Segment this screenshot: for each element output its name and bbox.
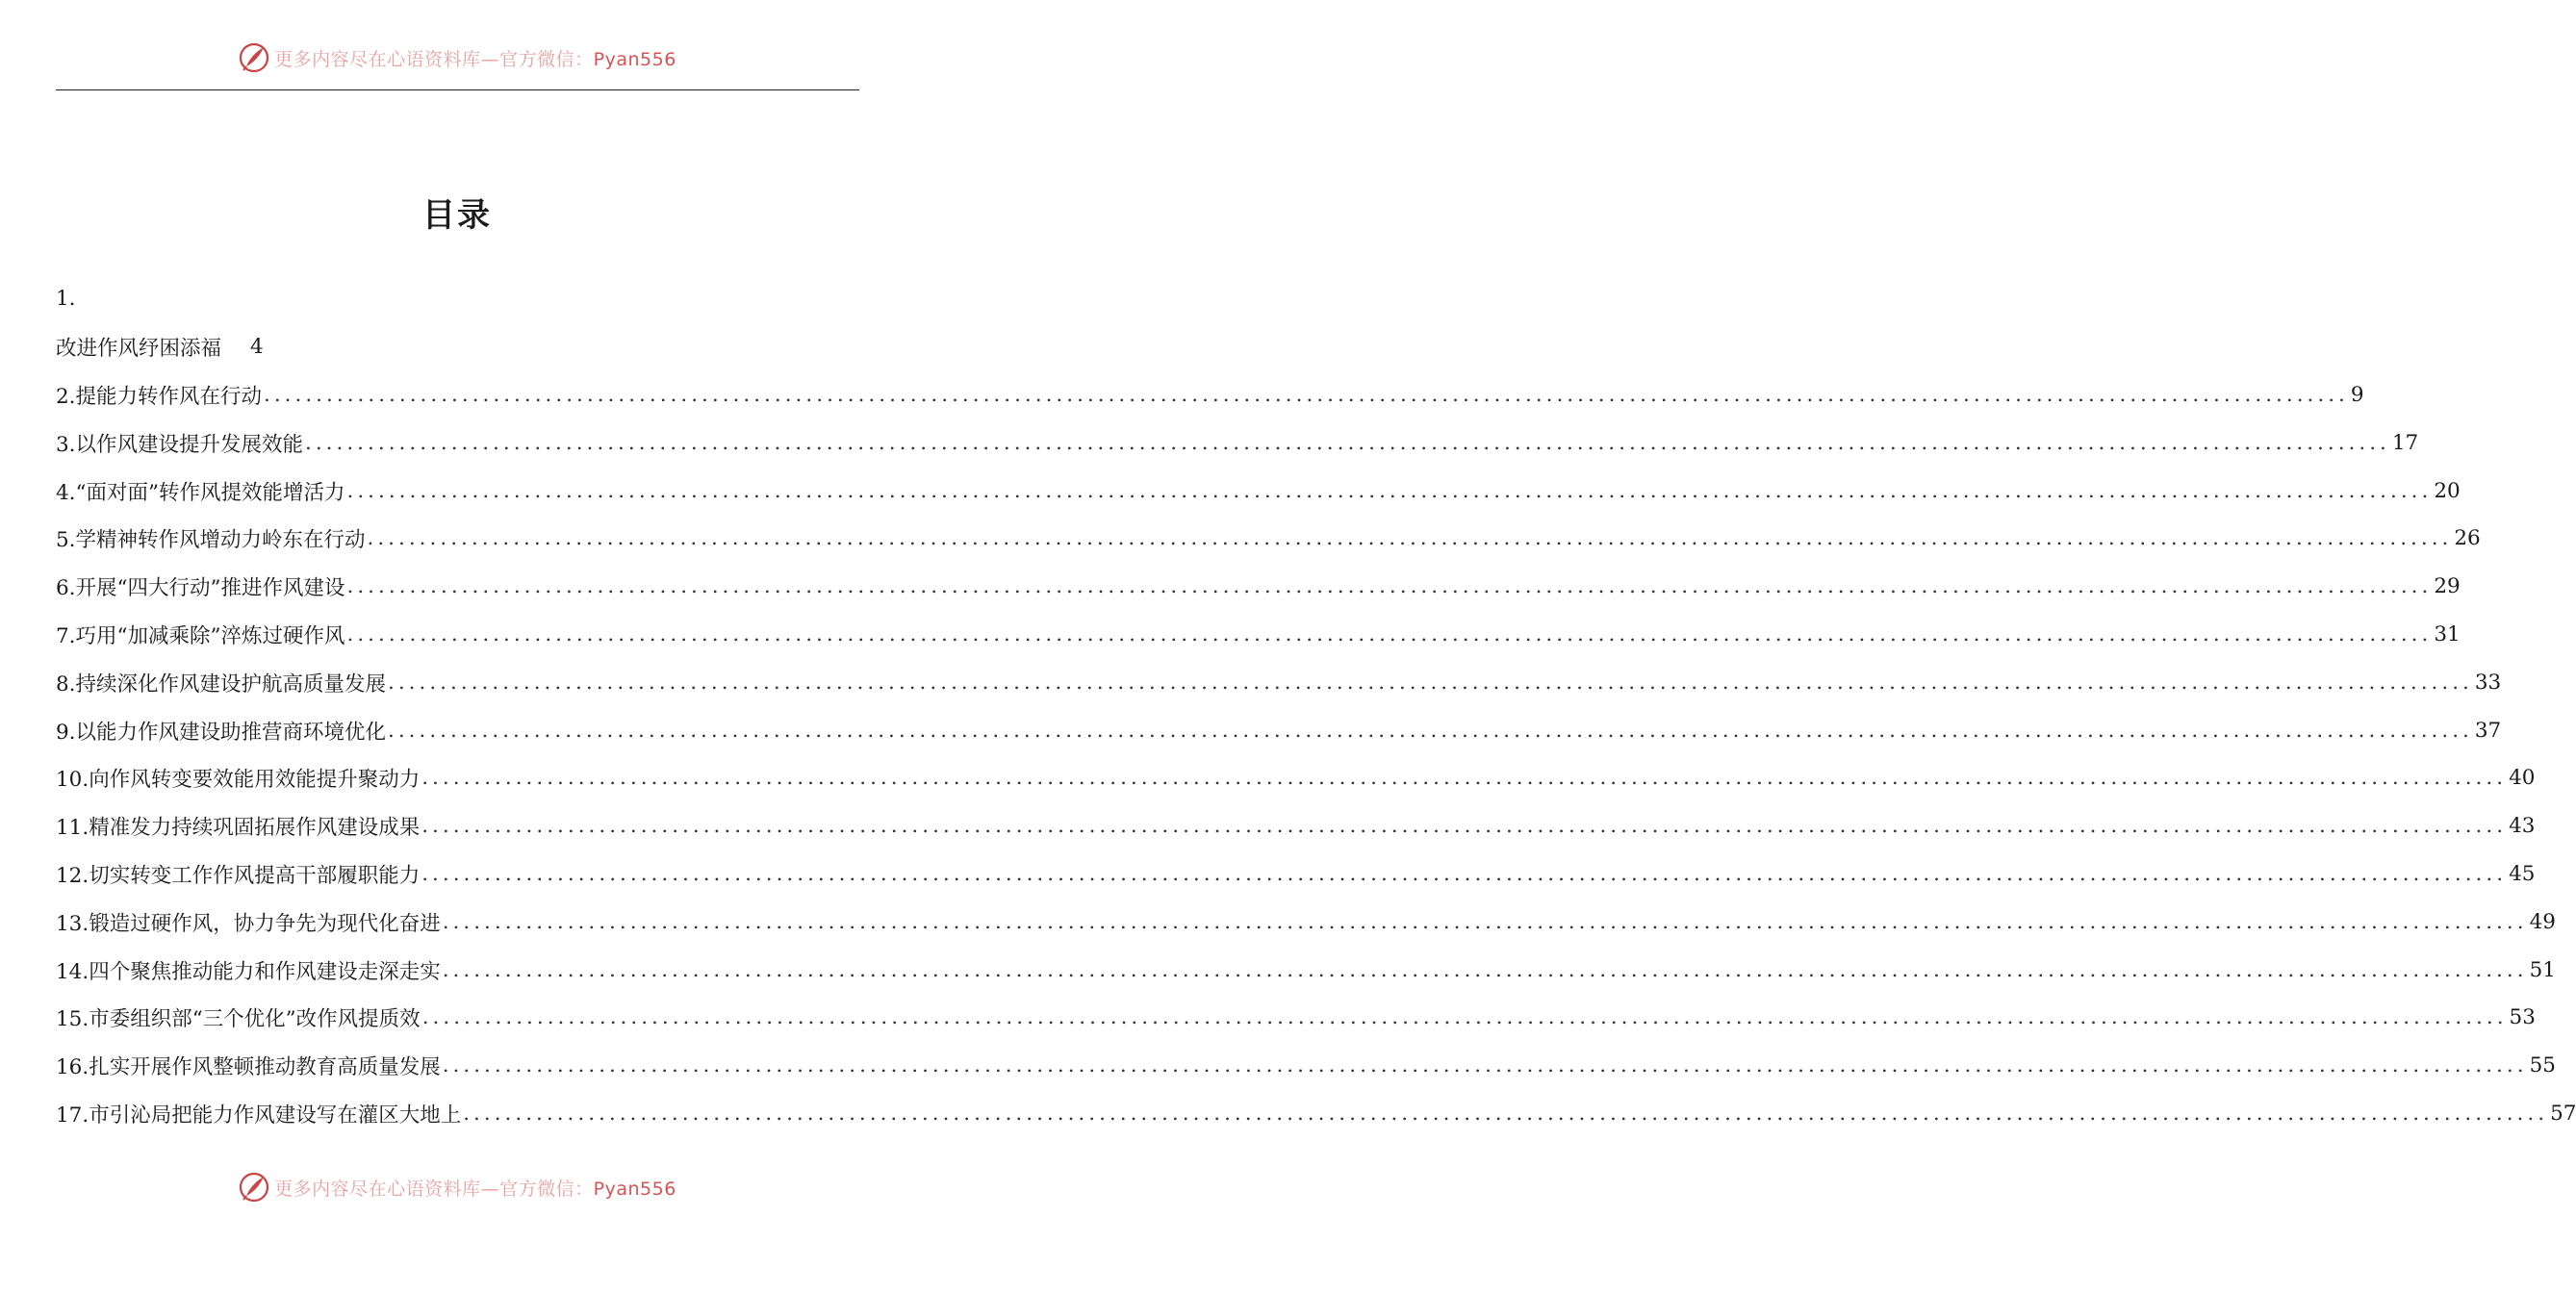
footer-banner-wechat: Pyan556 <box>593 1178 676 1200</box>
toc-dot-leader: ........................................................................................................................................................................................................ <box>421 861 2508 886</box>
toc-dot-leader: ........................................................................................................................................................................................................ <box>346 478 2433 503</box>
toc-entry-page: 43 <box>2509 814 2536 839</box>
toc-entry-title: 8.持续深化作风建设护航高质量发展 <box>56 672 387 697</box>
toc-entry-title: 3.以作风建设提升发展效能 <box>56 432 304 457</box>
toc-entry-4[interactable] <box>56 467 2461 515</box>
quill-logo-icon <box>238 1171 270 1204</box>
toc-entry-page: 20 <box>2434 478 2461 503</box>
toc-entry-page: 33 <box>2474 670 2502 695</box>
toc-entry-title: 16.扎实开展作风整顿推动教育高质量发展 <box>56 1055 441 1080</box>
toc-dot-leader: ........................................................................................................................................................................................................ <box>388 670 2473 695</box>
toc-entry-page: 45 <box>2509 861 2536 886</box>
toc-entry-title: 13.锻造过硬作风，协力争先为现代化奋进 <box>56 911 441 936</box>
toc-entry-11[interactable] <box>56 802 2536 850</box>
toc-dot-leader: ........................................................................................................................................................................................................ <box>421 766 2508 791</box>
toc-entry-16[interactable] <box>56 1042 2556 1090</box>
quill-logo-icon <box>238 41 270 74</box>
toc-dot-leader: ........................................................................................................................................................................................................ <box>367 526 2453 551</box>
toc-dot-leader: ........................................................................................................................................................................................................ <box>442 957 2528 982</box>
toc-entry-2[interactable] <box>56 371 2364 419</box>
toc-dot-leader: ........................................................................................................................................................................................................ <box>388 718 2473 743</box>
page-title: 目录 <box>422 196 492 235</box>
toc-entry-title: 14.四个聚焦推动能力和作风建设走深走实 <box>56 959 441 984</box>
toc-entry-17[interactable] <box>56 1090 2576 1138</box>
toc-entry-12[interactable] <box>56 850 2536 899</box>
toc-entry-1[interactable] <box>56 323 859 371</box>
toc-entry-13[interactable] <box>56 898 2556 946</box>
toc-dot-leader: ........................................................................................................................................................................................................ <box>463 1101 2549 1126</box>
toc-entry-7[interactable] <box>56 611 2461 659</box>
toc-entry-6[interactable] <box>56 563 2461 611</box>
toc-entry-page: 57 <box>2550 1101 2576 1126</box>
toc-entry-3[interactable] <box>56 418 2419 467</box>
toc-entry-title: 12.切实转变工作作风提高干部履职能力 <box>56 863 421 888</box>
toc-dot-leader: ........................................................................................................................................................................................................ <box>264 382 2349 407</box>
toc-entry-page: 26 <box>2454 526 2481 551</box>
toc-entry-page: 51 <box>2529 957 2556 982</box>
toc-dot-leader: ........................................................................................................................................................................................................ <box>305 430 2390 455</box>
toc-entry-title: 6.开展“四大行动”推进作风建设 <box>56 576 345 601</box>
toc-dot-leader: ........................................................................................................................................................................................................ <box>442 1053 2528 1078</box>
toc-entry-14[interactable] <box>56 946 2556 994</box>
toc-entry-page: 17 <box>2391 430 2419 455</box>
toc-entry-title: 17.市引沁局把能力作风建设写在灌区大地上 <box>56 1103 462 1128</box>
toc-entry-title: 改进作风纾困添福 <box>56 337 222 362</box>
toc-dot-leader: ........................................................................................................................................................................................................ <box>421 1005 2508 1030</box>
toc-entry-8[interactable] <box>56 658 2502 706</box>
toc-entry-page: 31 <box>2434 621 2461 646</box>
header-banner-text: 更多内容尽在心语资料库—官方微信： <box>274 48 594 70</box>
toc-entry-page: 40 <box>2509 766 2536 791</box>
toc-dot-leader: ........................................................................................................................................................................................................ <box>442 909 2528 934</box>
toc-entry-page: 29 <box>2434 574 2461 599</box>
toc-dot-leader: ........................................................................................................................................................................................................ <box>421 814 2508 839</box>
toc-entry-page: 37 <box>2474 718 2502 743</box>
toc-entry-page: 55 <box>2529 1053 2556 1078</box>
toc-entry-title: 10.向作风转变要效能用效能提升聚动力 <box>56 768 421 793</box>
toc-entry-9[interactable] <box>56 706 2502 754</box>
header-banner <box>0 38 914 77</box>
toc-entry-5[interactable] <box>56 515 2481 563</box>
toc-dot-leader: ........................................................................................................................................................................................................ <box>346 621 2433 646</box>
toc-entry-title: 11.精准发力持续巩固拓展作风建设成果 <box>56 816 421 841</box>
toc-entry-title: 2.提能力转作风在行动 <box>56 384 263 409</box>
toc-entry-1-number <box>56 275 859 323</box>
toc-entry-page: 9 <box>2350 382 2364 407</box>
toc-entry-15[interactable] <box>56 994 2536 1042</box>
header-rule <box>56 89 859 90</box>
toc-entry-title: 9.以能力作风建设助推营商环境优化 <box>56 720 387 745</box>
toc-entry-page: 4 <box>250 335 264 360</box>
footer-banner <box>0 1168 914 1206</box>
header-banner-wechat: Pyan556 <box>593 48 676 70</box>
toc-entry-title: 4.“面对面”转作风提效能增活力 <box>56 480 345 505</box>
footer-banner-text: 更多内容尽在心语资料库—官方微信： <box>274 1178 594 1200</box>
toc-dot-leader: ........................................................................................................................................................................................................ <box>346 574 2433 599</box>
toc-entry-page: 49 <box>2529 909 2556 934</box>
toc-entry-10[interactable] <box>56 754 2536 802</box>
toc-entry-title: 15.市委组织部“三个优化”改作风提质效 <box>56 1007 421 1032</box>
toc-entry-title: 7.巧用“加减乘除”淬炼过硬作风 <box>56 623 345 648</box>
toc-entry-number: 1. <box>56 287 76 312</box>
toc-list <box>56 275 2576 1137</box>
toc-entry-page: 53 <box>2509 1005 2536 1030</box>
toc-entry-title: 5.学精神转作风增动力岭东在行动 <box>56 528 366 553</box>
